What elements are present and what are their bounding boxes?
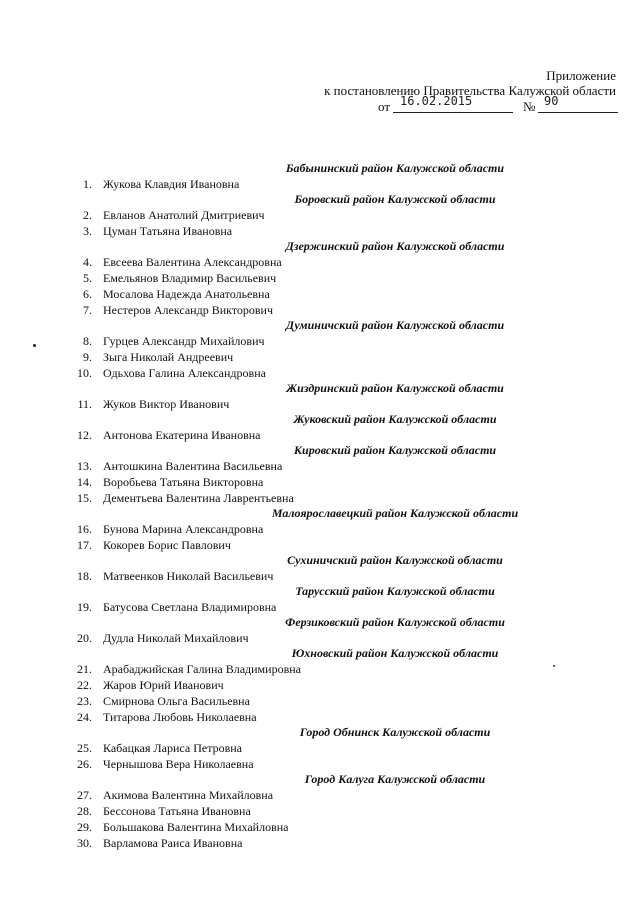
list-item [70,693,630,709]
person-name: Жуков Виктор Иванович [103,397,230,411]
recipients-list [70,161,630,851]
item-number: 26. [77,757,92,771]
person-name: Батусова Светлана Владимировна [103,600,277,614]
resolution-subtitle: к постановлению Правительства Калужской области [324,83,616,98]
item-number: 4. [83,255,92,269]
district-heading: Дзержинский район Калужской области [285,239,505,253]
list-item [70,365,630,381]
item-number: 16. [77,522,92,536]
list-item [70,819,630,835]
list-item [70,349,630,365]
person-name: Одьхова Галина Александровна [103,366,266,380]
district-heading: Кировский район Калужской области [293,443,497,457]
number-prefix: № [523,99,536,114]
list-item [70,396,630,412]
number-value: 90 [544,94,559,108]
person-name: Антонова Екатерина Ивановна [103,428,261,442]
item-number: 24. [77,710,92,724]
person-name: Большакова Валентина Михайловна [103,820,289,834]
list-item [70,302,630,318]
item-number: 13. [77,459,92,473]
district-heading: Малоярославецкий район Калужской области [271,506,519,520]
person-name: Смирнова Ольга Васильевна [103,694,250,708]
item-number: 11. [77,397,92,411]
item-number: 5. [83,271,92,285]
district-heading: Город Обнинск Калужской области [299,725,491,739]
person-name: Жукова Клавдия Ивановна [103,177,240,191]
list-item [70,176,630,192]
item-number: 10. [77,366,92,380]
list-item [70,458,630,474]
person-name: Бессонова Татьяна Ивановна [103,804,251,818]
person-name: Воробьева Татьяна Викторовна [103,475,264,489]
person-name: Варламова Раиса Ивановна [103,836,243,850]
item-number: 7. [83,303,92,317]
person-name: Евланов Анатолий Дмитриевич [103,208,265,222]
district-heading: Бабынинский район Калужской области [285,161,505,175]
list-item [70,568,630,584]
person-name: Нестеров Александр Викторович [103,303,273,317]
item-number: 18. [77,569,92,583]
district-heading: Юхновский район Калужской области [291,646,499,660]
person-name: Титарова Любовь Николаевна [103,710,257,724]
scan-speck [33,344,36,347]
district-heading: Сухиничский район Калужской области [287,553,503,567]
list-item [70,254,630,270]
date-value: 16.02.2015 [400,94,473,108]
list-item [70,756,630,772]
list-item [70,599,630,615]
item-number: 2. [83,208,92,222]
person-name: Жаров Юрий Иванович [103,678,224,692]
person-name: Мосалова Надежда Анатольевна [103,287,270,301]
person-name: Бунова Марина Александровна [103,522,264,536]
item-number: 19. [77,600,92,614]
item-number: 17. [77,538,92,552]
item-number: 22. [77,678,92,692]
list-item [70,490,630,506]
item-number: 23. [77,694,92,708]
list-item [70,333,630,349]
list-item [70,740,630,756]
person-name: Антошкина Валентина Васильевна [103,459,283,473]
list-item [70,835,630,851]
district-heading: Боровский район Калужской области [294,192,496,206]
district-heading: Жиздринский район Калужской области [286,381,504,395]
person-name: Акимова Валентина Михайловна [103,788,274,802]
list-item [70,286,630,302]
district-heading: Город Калуга Калужской области [304,772,486,786]
item-number: 15. [77,491,92,505]
item-number: 12. [77,428,92,442]
resolution-date-number [378,94,618,114]
item-number: 3. [83,224,92,238]
list-item [70,537,630,553]
item-number: 28. [77,804,92,818]
appendix-title: Приложение [546,68,616,83]
list-item [70,677,630,693]
person-name: Дементьева Валентина Лаврентьевна [103,491,294,505]
list-item [70,223,630,239]
item-number: 9. [83,350,92,364]
item-number: 8. [83,334,92,348]
list-item [70,207,630,223]
district-heading: Думиничский район Калужской области [285,318,505,332]
list-item [70,709,630,725]
person-name: Дудла Николай Михайлович [103,631,249,645]
scan-speck [553,665,555,667]
person-name: Зыга Николай Андреевич [103,350,234,364]
list-item [70,474,630,490]
person-name: Матвеенков Николай Васильевич [103,569,274,583]
district-heading: Тарусский район Калужской области [295,584,495,598]
person-name: Кокорев Борис Павлович [103,538,231,552]
list-item [70,787,630,803]
item-number: 1. [83,177,92,191]
person-name: Чернышова Вера Николаевна [103,757,254,771]
list-item [70,661,630,677]
list-item [70,803,630,819]
list-item [70,427,630,443]
item-number: 20. [77,631,92,645]
person-name: Емельянов Владимир Васильевич [103,271,277,285]
person-name: Евсеева Валентина Александровна [103,255,282,269]
list-item [70,270,630,286]
item-number: 14. [77,475,92,489]
district-heading: Ферзиковский район Калужской области [285,615,505,629]
person-name: Гурцев Александр Михайлович [103,334,265,348]
item-number: 25. [77,741,92,755]
item-number: 21. [77,662,92,676]
list-item [70,521,630,537]
item-number: 29. [77,820,92,834]
list-item [70,630,630,646]
item-number: 27. [77,788,92,802]
person-name: Цуман Татьяна Ивановна [103,224,233,238]
person-name: Арабаджийская Галина Владимировна [103,662,301,676]
date-prefix: от [378,99,391,114]
district-heading: Жуковский район Калужской области [293,412,497,426]
item-number: 30. [77,836,92,850]
item-number: 6. [83,287,92,301]
person-name: Кабацкая Лариса Петровна [103,741,243,755]
